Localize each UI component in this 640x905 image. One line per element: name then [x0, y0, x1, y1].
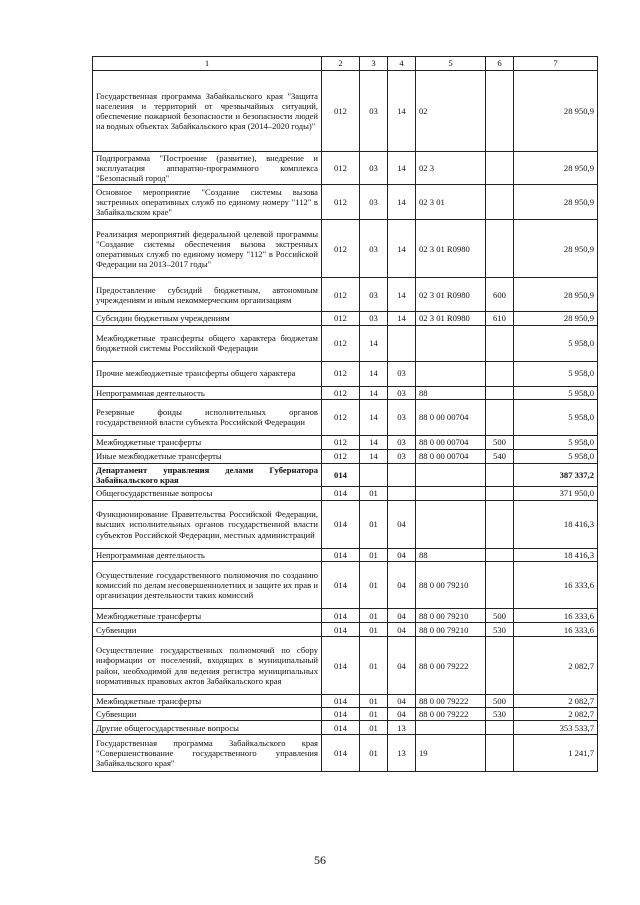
amount-cell: 28 950,9: [514, 152, 598, 185]
row-name-cell: Государственная программа Забайкальского края "Защита населения и территорий от чрезвычайных ситуаций, обеспечение пожарной безопасности и безопасности людей на водных объектах Забайкальского края (2014–2020 годы)": [93, 71, 322, 152]
section-cell: 01: [360, 637, 388, 695]
expense-type-cell: [486, 562, 514, 609]
expense-type-cell: [486, 220, 514, 278]
row-name-cell: Другие общегосударственные вопросы: [93, 721, 322, 735]
target-item-cell: 88: [416, 548, 486, 561]
table-row: [93, 399, 598, 435]
subsection-cell: 04: [388, 609, 416, 623]
amount-cell: 5 958,0: [514, 386, 598, 399]
row-name-cell: Общегосударственные вопросы: [93, 486, 322, 500]
row-name-cell: Межбюджетные трансферты: [93, 695, 322, 708]
subsection-cell: [388, 325, 416, 361]
section-cell: 01: [360, 486, 388, 500]
amount-cell: 353 533,7: [514, 721, 598, 735]
target-item-cell: 88 0 00 79210: [416, 562, 486, 609]
target-item-cell: [416, 500, 486, 548]
row-name-cell: Прочие межбюджетные трансферты общего характера: [93, 361, 322, 386]
table-row: [93, 185, 598, 220]
section-cell: 14: [360, 449, 388, 463]
expense-type-cell: 540: [486, 449, 514, 463]
amount-cell: 18 416,3: [514, 548, 598, 561]
row-name-cell: Субсидии бюджетным учреждениям: [93, 312, 322, 325]
amount-cell: 2 082,7: [514, 708, 598, 721]
subsection-cell: 03: [388, 386, 416, 399]
row-name-cell: Функционирование Правительства Российской Федерации, высших исполнительных органов государственной власти субъектов Российской Федерации, местных администраций: [93, 500, 322, 548]
amount-cell: 28 950,9: [514, 278, 598, 312]
target-item-cell: 02 3 01 R0980: [416, 312, 486, 325]
table-row: [93, 463, 598, 486]
subsection-cell: 14: [388, 71, 416, 152]
table-row: [93, 278, 598, 312]
subsection-cell: 04: [388, 695, 416, 708]
target-item-cell: 02 3 01 R0980: [416, 220, 486, 278]
table-row: [93, 609, 598, 623]
subsection-cell: [388, 486, 416, 500]
admin-code-cell: 014: [322, 695, 360, 708]
admin-code-cell: 012: [322, 185, 360, 220]
section-cell: 03: [360, 220, 388, 278]
amount-cell: 5 958,0: [514, 325, 598, 361]
header-row: [93, 57, 598, 71]
column-header-4: 4: [388, 57, 416, 71]
row-name-cell: Непрограммная деятельность: [93, 386, 322, 399]
table-row: [93, 721, 598, 735]
amount-cell: 387 337,2: [514, 463, 598, 486]
table-row: [93, 386, 598, 399]
target-item-cell: [416, 486, 486, 500]
admin-code-cell: 012: [322, 152, 360, 185]
amount-cell: 2 082,7: [514, 695, 598, 708]
amount-cell: 16 333,6: [514, 609, 598, 623]
subsection-cell: 14: [388, 152, 416, 185]
target-item-cell: 02: [416, 71, 486, 152]
table-row: [93, 735, 598, 772]
section-cell: 01: [360, 721, 388, 735]
subsection-cell: 03: [388, 449, 416, 463]
admin-code-cell: 012: [322, 278, 360, 312]
admin-code-cell: 014: [322, 708, 360, 721]
admin-code-cell: 014: [322, 623, 360, 637]
expense-type-cell: 500: [486, 435, 514, 449]
section-cell: 01: [360, 695, 388, 708]
target-item-cell: 88 0 00 79222: [416, 637, 486, 695]
admin-code-cell: 014: [322, 735, 360, 772]
admin-code-cell: 012: [322, 325, 360, 361]
target-item-cell: [416, 325, 486, 361]
table-row: [93, 361, 598, 386]
section-cell: 01: [360, 548, 388, 561]
row-name-cell: Основное мероприятие "Создание системы вызова экстренных оперативных служб по единому номеру "112" в Забайкальском крае": [93, 185, 322, 220]
amount-cell: 5 958,0: [514, 449, 598, 463]
subsection-cell: 03: [388, 361, 416, 386]
expense-type-cell: [486, 386, 514, 399]
section-cell: 03: [360, 71, 388, 152]
admin-code-cell: 012: [322, 449, 360, 463]
target-item-cell: 02 3 01: [416, 185, 486, 220]
row-name-cell: Осуществление государственных полномочий по сбору информации от поселений, входящих в муниципальный район, необходимой для ведения регистра муниципальных нормативных правовых актов Забайкальского края: [93, 637, 322, 695]
section-cell: 03: [360, 278, 388, 312]
table-row: [93, 548, 598, 561]
section-cell: 14: [360, 361, 388, 386]
expense-type-cell: [486, 463, 514, 486]
admin-code-cell: 012: [322, 399, 360, 435]
table-row: [93, 486, 598, 500]
amount-cell: 371 950,0: [514, 486, 598, 500]
section-cell: 03: [360, 312, 388, 325]
subsection-cell: 04: [388, 637, 416, 695]
expense-type-cell: [486, 548, 514, 561]
subsection-cell: 14: [388, 312, 416, 325]
table-row: [93, 152, 598, 185]
target-item-cell: [416, 361, 486, 386]
subsection-cell: 03: [388, 399, 416, 435]
admin-code-cell: 014: [322, 500, 360, 548]
row-name-cell: Подпрограмма "Построение (развитие), внедрение и эксплуатация аппаратно-программного комплекса "Безопасный город": [93, 152, 322, 185]
row-name-cell: Департамент управления делами Губернатора Забайкальского края: [93, 463, 322, 486]
subsection-cell: 14: [388, 185, 416, 220]
row-name-cell: Субвенции: [93, 708, 322, 721]
expense-type-cell: [486, 735, 514, 772]
admin-code-cell: 012: [322, 361, 360, 386]
amount-cell: 5 958,0: [514, 435, 598, 449]
target-item-cell: 02 3: [416, 152, 486, 185]
expense-type-cell: 500: [486, 609, 514, 623]
target-item-cell: 88 0 00 79222: [416, 708, 486, 721]
target-item-cell: 88 0 00 79222: [416, 695, 486, 708]
expense-type-cell: [486, 71, 514, 152]
subsection-cell: 13: [388, 721, 416, 735]
amount-cell: 5 958,0: [514, 399, 598, 435]
section-cell: 14: [360, 399, 388, 435]
column-header-3: 3: [360, 57, 388, 71]
section-cell: 01: [360, 623, 388, 637]
admin-code-cell: 012: [322, 220, 360, 278]
subsection-cell: 13: [388, 735, 416, 772]
table-row: [93, 220, 598, 278]
row-name-cell: Осуществление государственного полномочия по созданию комиссий по делам несовершеннолетних и защите их прав и организации деятельности таких комиссий: [93, 562, 322, 609]
expense-type-cell: [486, 500, 514, 548]
section-cell: 14: [360, 435, 388, 449]
expense-type-cell: [486, 361, 514, 386]
expense-type-cell: 530: [486, 708, 514, 721]
row-name-cell: Межбюджетные трансферты: [93, 609, 322, 623]
expense-type-cell: [486, 185, 514, 220]
table-row: [93, 312, 598, 325]
target-item-cell: 88 0 00 00704: [416, 435, 486, 449]
section-cell: [360, 463, 388, 486]
subsection-cell: 14: [388, 220, 416, 278]
amount-cell: 5 958,0: [514, 361, 598, 386]
section-cell: 14: [360, 325, 388, 361]
amount-cell: 1 241,7: [514, 735, 598, 772]
table-body: [93, 71, 598, 772]
page-number: 56: [314, 853, 326, 867]
section-cell: 01: [360, 708, 388, 721]
row-name-cell: Иные межбюджетные трансферты: [93, 449, 322, 463]
subsection-cell: 03: [388, 435, 416, 449]
target-item-cell: 88: [416, 386, 486, 399]
amount-cell: 28 950,9: [514, 312, 598, 325]
expense-type-cell: 530: [486, 623, 514, 637]
section-cell: 03: [360, 185, 388, 220]
section-cell: 01: [360, 735, 388, 772]
section-cell: 03: [360, 152, 388, 185]
admin-code-cell: 014: [322, 562, 360, 609]
target-item-cell: 02 3 01 R0980: [416, 278, 486, 312]
expense-type-cell: [486, 399, 514, 435]
expense-type-cell: [486, 637, 514, 695]
subsection-cell: 04: [388, 500, 416, 548]
amount-cell: 16 333,6: [514, 623, 598, 637]
target-item-cell: 88 0 00 00704: [416, 449, 486, 463]
row-name-cell: Предоставление субсидий бюджетным, автономным учреждениям и иным некоммерческим организациям: [93, 278, 322, 312]
expense-type-cell: 610: [486, 312, 514, 325]
target-item-cell: [416, 463, 486, 486]
budget-table: [92, 56, 598, 772]
amount-cell: 18 416,3: [514, 500, 598, 548]
amount-cell: 16 333,6: [514, 562, 598, 609]
subsection-cell: 04: [388, 623, 416, 637]
row-name-cell: Межбюджетные трансферты: [93, 435, 322, 449]
amount-cell: 28 950,9: [514, 220, 598, 278]
expense-type-cell: [486, 486, 514, 500]
table-row: [93, 695, 598, 708]
column-header-1: 1: [93, 57, 322, 71]
expense-type-cell: [486, 721, 514, 735]
section-cell: 01: [360, 609, 388, 623]
column-header-5: 5: [416, 57, 486, 71]
table-row: [93, 325, 598, 361]
expense-type-cell: [486, 152, 514, 185]
row-name-cell: Субвенции: [93, 623, 322, 637]
expense-type-cell: [486, 325, 514, 361]
table-row: [93, 708, 598, 721]
table-row: [93, 435, 598, 449]
admin-code-cell: 014: [322, 609, 360, 623]
row-name-cell: Резервные фонды исполнительных органов государственной власти субъекта Российской Федерации: [93, 399, 322, 435]
admin-code-cell: 012: [322, 71, 360, 152]
subsection-cell: 04: [388, 562, 416, 609]
target-item-cell: [416, 721, 486, 735]
admin-code-cell: 012: [322, 386, 360, 399]
table-row: [93, 562, 598, 609]
expense-type-cell: 600: [486, 278, 514, 312]
row-name-cell: Непрограммная деятельность: [93, 548, 322, 561]
table-row: [93, 449, 598, 463]
amount-cell: 28 950,9: [514, 71, 598, 152]
row-name-cell: Реализация мероприятий федеральной целевой программы "Создание системы обеспечения вызова экстренных оперативных служб по единому номеру "112" в Российской Федерации на 2013–2017 годы": [93, 220, 322, 278]
section-cell: 01: [360, 500, 388, 548]
admin-code-cell: 014: [322, 548, 360, 561]
admin-code-cell: 012: [322, 435, 360, 449]
subsection-cell: [388, 463, 416, 486]
section-cell: 01: [360, 562, 388, 609]
target-item-cell: 88 0 00 00704: [416, 399, 486, 435]
column-header-6: 6: [486, 57, 514, 71]
admin-code-cell: 014: [322, 721, 360, 735]
subsection-cell: 14: [388, 278, 416, 312]
subsection-cell: 04: [388, 708, 416, 721]
admin-code-cell: 014: [322, 463, 360, 486]
column-header-2: 2: [322, 57, 360, 71]
row-name-cell: Межбюджетные трансферты общего характера бюджетам бюджетной системы Российской Федерации: [93, 325, 322, 361]
row-name-cell: Государственная программа Забайкальского края "Совершенствование государственного управления Забайкальского края": [93, 735, 322, 772]
admin-code-cell: 014: [322, 486, 360, 500]
expense-type-cell: 500: [486, 695, 514, 708]
section-cell: 14: [360, 386, 388, 399]
table-row: [93, 623, 598, 637]
target-item-cell: 19: [416, 735, 486, 772]
table-row: [93, 637, 598, 695]
subsection-cell: 04: [388, 548, 416, 561]
table-row: [93, 500, 598, 548]
table-row: [93, 71, 598, 152]
amount-cell: 28 950,9: [514, 185, 598, 220]
target-item-cell: 88 0 00 79210: [416, 609, 486, 623]
admin-code-cell: 014: [322, 637, 360, 695]
target-item-cell: 88 0 00 79210: [416, 623, 486, 637]
admin-code-cell: 012: [322, 312, 360, 325]
column-header-7: 7: [514, 57, 598, 71]
amount-cell: 2 082,7: [514, 637, 598, 695]
